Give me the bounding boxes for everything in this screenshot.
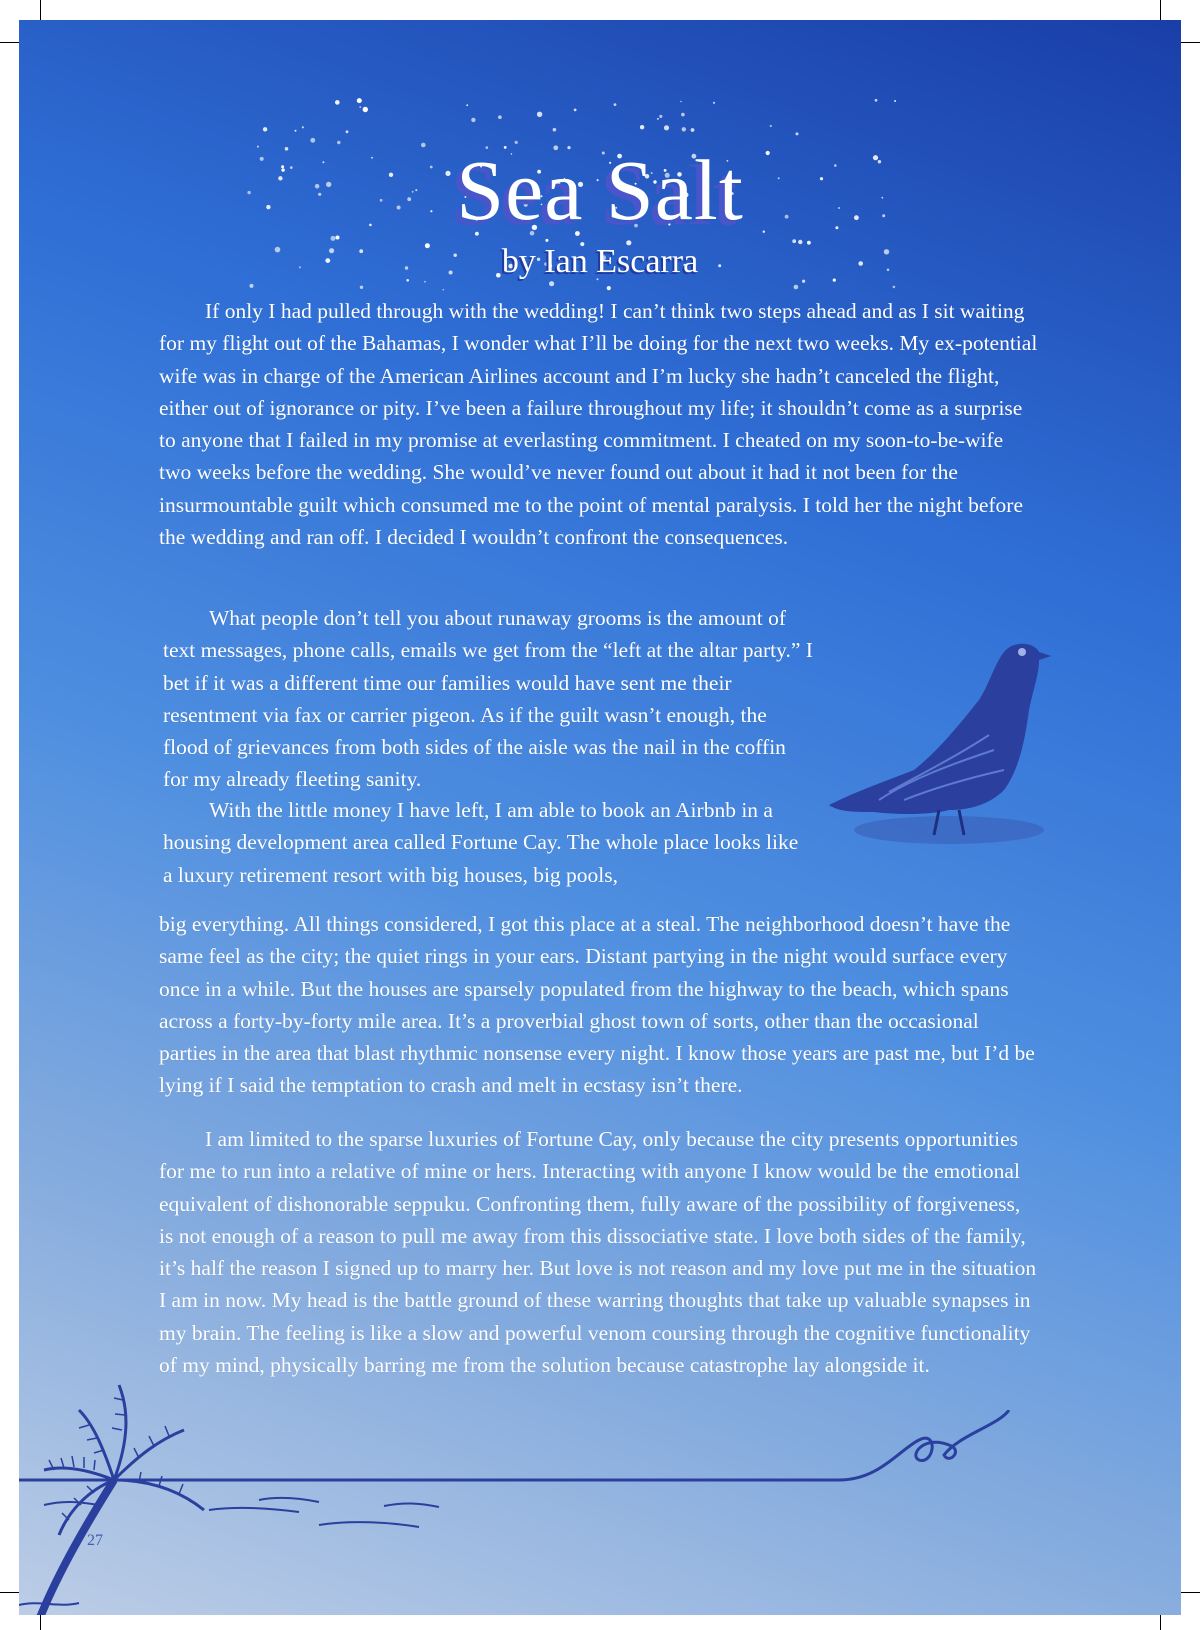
story-title: Sea Salt — [456, 142, 744, 238]
star — [893, 286, 896, 289]
star — [682, 127, 686, 131]
star — [295, 130, 297, 132]
star — [657, 118, 659, 120]
crop-mark — [1181, 1592, 1200, 1593]
star — [713, 102, 715, 104]
paragraph: With the little money I have left, I am able to book an Airbnb in a housing development area called Fortune Cay. The whole place looks like a luxury retirement resort with big houses, big pools, — [163, 798, 799, 887]
crop-mark — [40, 1615, 41, 1630]
paragraph: big everything. All things considered, I got this place at a steal. The neighborhood doesn’t have the same feel as the city; the quiet rings in your ears. Distant partying in the night would surface every once in a while. But the houses are sparsely populated from the highway to the beach, which spans across a forty-by-forty mile area. It’s a proverbial ghost town of sorts, other than the occasional parties in the area that blast rhythmic nonsense every night. I know those years are past me, but I’d be lying if I said the temptation to crash and melt in ecstasy isn’t there. — [159, 912, 1035, 1098]
star — [796, 132, 799, 135]
author-byline: by Ian Escarra — [501, 243, 699, 280]
page-number: 27 — [87, 1532, 103, 1549]
crop-mark — [1160, 0, 1161, 20]
star — [471, 118, 475, 122]
star — [360, 286, 363, 289]
crop-mark — [1181, 42, 1200, 43]
crop-mark — [0, 42, 20, 43]
star — [894, 100, 896, 102]
title-block — [19, 140, 1181, 284]
star — [574, 109, 577, 112]
paragraph: What people don’t tell you about runaway grooms is the amount of text messages, phone calls, emails we get from the “left at the altar party.” I bet if it was a different time our families would have sent me their resentment via fax or carrier pigeon. As if the guilt wasn’t enough, the flood of grievances from both sides of the aisle was the nail in the coffin for my already fleeting sanity. — [163, 606, 813, 792]
palm-tree-illustration — [19, 1370, 259, 1615]
star — [346, 130, 349, 133]
star — [537, 112, 542, 117]
pigeon-illustration — [819, 630, 1059, 860]
crop-mark — [0, 1592, 19, 1593]
star — [875, 99, 878, 102]
crop-mark — [40, 0, 41, 20]
star — [681, 113, 685, 117]
star — [770, 125, 772, 127]
star — [250, 284, 254, 288]
star — [263, 127, 267, 131]
paragraph: If only I had pulled through with the wedding! I can’t think two steps ahead and as I sit waiting for my flight out of the Bahamas, I wonder what I’ll be doing for the next two weeks. My ex-potential wife was in charge of the American Airlines account and I’m lucky she hadn’t canceled the flight, either out of ignorance or pity. I’ve been a failure throughout my life; it shouldn’t come as a surprise to anyone that I failed in my promise at everlasting commitment. I cheated on my soon-to-be-wife two weeks before the wedding. She would’ve never found out about it had it not been for the insurmountable guilt which consumed me to the point of mental paralysis. I told her the night before the wedding and ran off. I decided I wouldn’t confront the consequences. — [159, 299, 1038, 550]
star — [466, 104, 468, 106]
star — [335, 100, 340, 105]
star — [680, 101, 682, 103]
star — [553, 128, 557, 132]
star — [659, 115, 662, 118]
star — [359, 106, 361, 108]
star — [640, 125, 644, 129]
star — [664, 125, 669, 130]
paragraph: I am limited to the sparse luxuries of Fortune Cay, only because the city presents opportunities for me to run into a relative of mine or hers. Interacting with anyone I know would be the emotional equivalent of dishonorable seppuku. Confronting them, fully aware of the possibility of forgiveness, is not enough of a reason to pull me away from this dissociative state. I love both sides of the family, it’s half the reason I signed up to marry her. But love is not reason and my love put me in the situation I am in now. My head is the battle ground of these warring thoughts that take up valuable synapses in my brain. The feeling is like a slow and powerful venom coursing through the cognitive functionality of my mind, physically barring me from the solution because catastrophe lay alongside it. — [159, 1127, 1037, 1378]
star — [443, 289, 445, 291]
star — [691, 128, 695, 132]
star — [302, 126, 304, 128]
star — [357, 98, 362, 103]
magazine-page — [19, 20, 1181, 1615]
star — [607, 286, 611, 290]
crop-mark — [1160, 1615, 1161, 1630]
star — [363, 107, 368, 112]
star — [614, 103, 617, 106]
star — [794, 285, 799, 290]
star — [498, 115, 502, 119]
